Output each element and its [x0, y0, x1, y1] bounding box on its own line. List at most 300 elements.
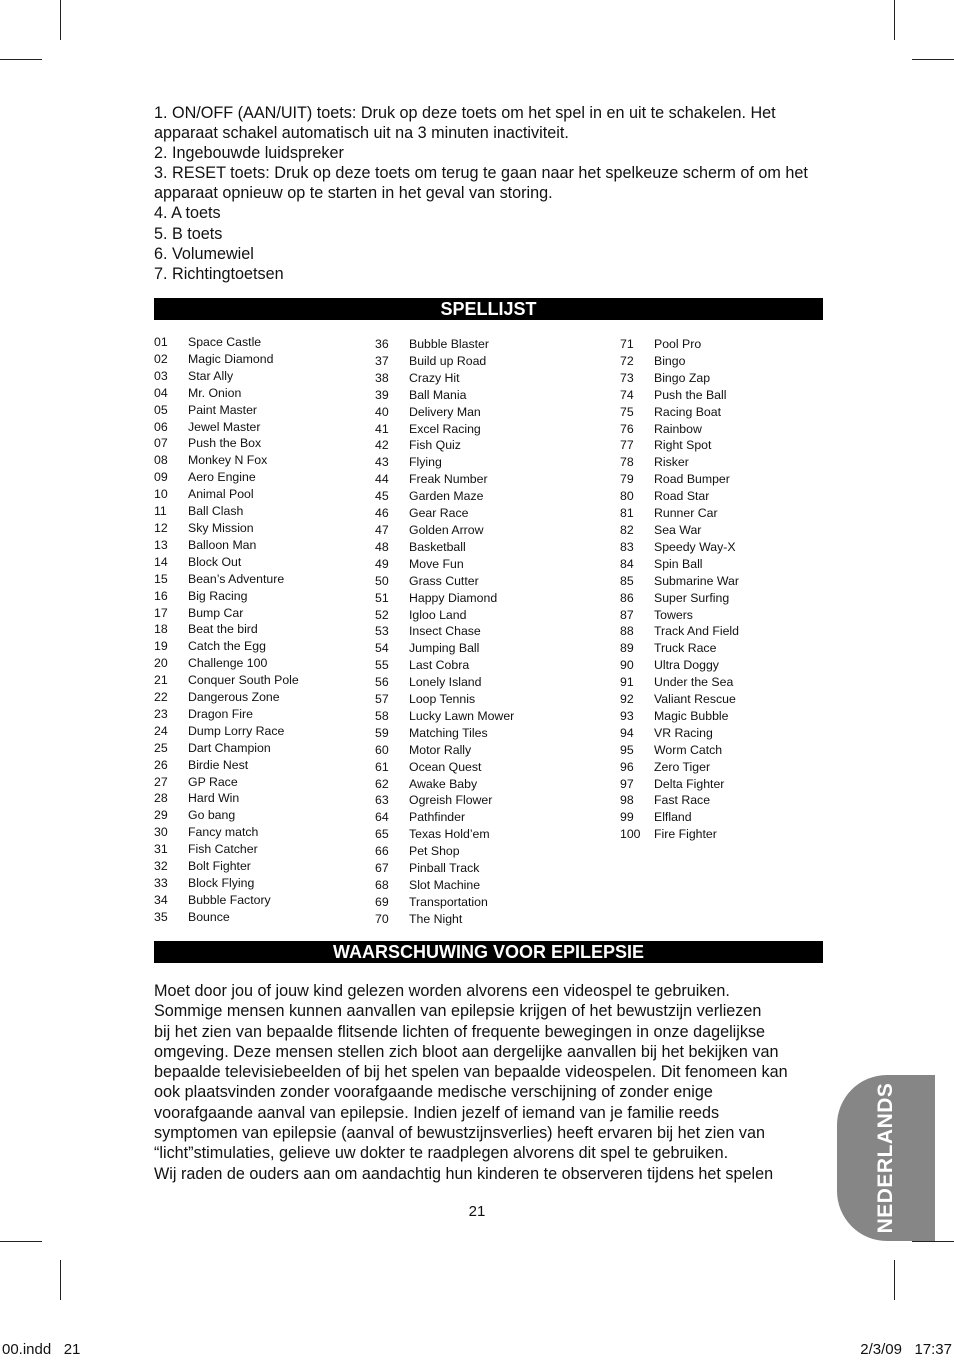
game-list-item	[620, 674, 840, 691]
game-title: Motor Rally	[409, 742, 472, 757]
crop-mark	[912, 59, 954, 60]
game-list-item	[154, 875, 374, 892]
game-list-item	[154, 588, 374, 605]
footer-file-name: 00.indd 21	[2, 1341, 81, 1358]
game-title: Move Fun	[409, 556, 464, 571]
game-title: Track And Field	[654, 624, 739, 639]
game-title: Challenge 100	[188, 656, 268, 671]
game-title: Super Surfing	[654, 590, 730, 605]
game-number: 66	[375, 844, 389, 859]
game-number: 33	[154, 876, 168, 890]
game-list-item	[375, 573, 595, 590]
game-number: 13	[154, 537, 168, 552]
game-title: Dragon Fire	[188, 706, 253, 721]
game-title: Rainbow	[654, 421, 702, 436]
game-title: Flying	[409, 455, 442, 470]
game-title: Racing Boat	[654, 404, 721, 419]
game-title: Truck Race	[654, 641, 717, 656]
game-title: Delivery Man	[409, 404, 481, 419]
game-title: Risker	[654, 455, 689, 470]
game-title: Under the Sea	[654, 675, 734, 690]
game-list-item	[375, 522, 595, 539]
game-list-item	[154, 368, 374, 385]
game-title: Dump Lorry Race	[188, 723, 285, 738]
game-title: Worm Catch	[654, 742, 723, 757]
game-number: 20	[154, 656, 168, 671]
game-title: Conquer South Pole	[188, 673, 299, 688]
game-number: 67	[375, 861, 389, 876]
game-list-item	[375, 353, 595, 370]
game-number: 68	[375, 878, 389, 892]
game-number: 45	[375, 489, 389, 504]
game-list-item	[375, 370, 595, 387]
game-title: Ocean Quest	[409, 759, 482, 774]
game-list-item	[154, 605, 374, 622]
game-title: Mr. Onion	[188, 385, 242, 400]
game-list-item	[620, 776, 840, 793]
game-title: Bolt Fighter	[188, 859, 251, 874]
game-number: 79	[620, 472, 634, 487]
game-title: Fish Quiz	[409, 438, 461, 453]
game-list-item	[154, 824, 374, 841]
epilepsy-warning-text: Moet door jou of jouw kind gelezen worden alvorens een videospel te gebruiken. Sommige mensen kunnen aanvallen van epilepsie krijgen of het bewustzijn verliezen bij het zien van bepaalde flitsende lichten of frequente bewegingen in onze dagelijkse omgeving. Deze mensen stellen zich bloot aan dergelijke aanvallen bij het bekijken van bepaalde televisiebeelden of bij het spelen van bepaalde videospelen. Dit fenomeen kan ook plaatsvinden zonder voorafgaande medische verschijning of zonder enige voorafgaande aanval van epilepsie. Indien jezelf of iemand van je familie reeds symptomen van epilepsie (aanval of bewustzijnsverlies) heeft ervaren bij het zien van “licht”stimulaties, gelieve uw dokter te raadplegen alvorens dit spel te gebruiken. Wij raden de ouders aan om aandachtig hun kinderen te observeren tijdens het spelen	[154, 982, 788, 1183]
game-number: 36	[375, 337, 389, 351]
game-title: Fire Fighter	[654, 827, 717, 842]
game-number: 43	[375, 455, 389, 470]
game-number: 05	[154, 402, 168, 417]
game-list-item	[620, 454, 840, 471]
game-list-item	[375, 657, 595, 674]
game-title: Grass Cutter	[409, 573, 479, 588]
game-number: 49	[375, 556, 389, 571]
game-list-item	[154, 571, 374, 588]
game-title: Jumping Ball	[409, 641, 480, 656]
game-number: 69	[375, 894, 389, 909]
game-title: Block Out	[188, 554, 242, 569]
game-list-item	[620, 404, 840, 421]
button-description-list	[154, 103, 824, 284]
game-number: 55	[375, 658, 389, 673]
game-number: 78	[620, 455, 634, 470]
game-number: 91	[620, 675, 634, 690]
game-title: Garden Maze	[409, 489, 484, 504]
game-list-item	[375, 539, 595, 556]
crop-mark	[912, 1241, 954, 1242]
intro-item: 6. Volumewiel	[154, 244, 254, 263]
game-number: 28	[154, 791, 168, 806]
crop-mark	[0, 1241, 42, 1242]
game-number: 75	[620, 404, 634, 419]
game-list-item	[375, 809, 595, 826]
game-number: 59	[375, 725, 389, 740]
game-title: Build up Road	[409, 353, 487, 368]
crop-mark	[894, 1260, 895, 1300]
game-number: 19	[154, 639, 168, 654]
game-title: Road Star	[654, 489, 710, 504]
game-title: Ogreish Flower	[409, 793, 493, 808]
game-title: Animal Pool	[188, 487, 254, 502]
game-title: Push the Ball	[654, 387, 727, 402]
game-title: Beat the bird	[188, 622, 258, 637]
game-number: 30	[154, 825, 168, 840]
game-list-item	[620, 336, 840, 353]
game-number: 52	[375, 607, 389, 622]
game-title: Bubble Blaster	[409, 337, 489, 351]
game-number: 14	[154, 554, 168, 569]
game-list-item	[154, 807, 374, 824]
game-list-column	[375, 336, 595, 928]
game-title: Lonely Island	[409, 675, 482, 690]
game-number: 50	[375, 573, 389, 588]
game-list-item	[154, 334, 374, 351]
game-title: Texas Hold’em	[409, 827, 490, 842]
game-list-item	[620, 691, 840, 708]
game-number: 21	[154, 673, 168, 688]
game-title: Loop Tennis	[409, 692, 476, 707]
game-list-item	[620, 522, 840, 539]
game-title: GP Race	[188, 774, 238, 789]
game-number: 27	[154, 774, 168, 789]
game-list-item	[375, 911, 595, 928]
game-number: 16	[154, 588, 168, 603]
game-number: 10	[154, 487, 168, 502]
game-number: 95	[620, 742, 634, 757]
game-number: 37	[375, 353, 389, 368]
game-number: 98	[620, 793, 634, 808]
game-list-item	[154, 402, 374, 419]
game-list-item	[375, 421, 595, 438]
game-number: 44	[375, 472, 389, 487]
game-number: 60	[375, 742, 389, 757]
game-title: Golden Arrow	[409, 522, 484, 537]
game-number: 73	[620, 370, 634, 385]
game-number: 87	[620, 607, 634, 622]
game-list-item	[620, 640, 840, 657]
game-list-item	[375, 894, 595, 911]
game-list-item	[154, 621, 374, 638]
game-list-item	[620, 759, 840, 776]
game-list-item	[375, 607, 595, 624]
game-number: 41	[375, 421, 389, 436]
game-list-item	[154, 419, 374, 436]
intro-item: 5. B toets	[154, 224, 223, 243]
game-number: 08	[154, 453, 168, 468]
game-list-item	[375, 742, 595, 759]
epilepsy-warning-heading: WAARSCHUWING VOOR EPILEPSIE	[154, 941, 823, 963]
crop-mark	[60, 1260, 61, 1300]
game-title: Fast Race	[654, 793, 711, 808]
game-list-item	[620, 556, 840, 573]
game-title: Excel Racing	[409, 421, 481, 436]
game-list-item	[620, 471, 840, 488]
game-list-item	[620, 725, 840, 742]
game-number: 93	[620, 708, 634, 723]
game-list-item	[154, 655, 374, 672]
game-number: 96	[620, 759, 634, 774]
game-number: 02	[154, 351, 168, 366]
game-list-item	[620, 623, 840, 640]
game-number: 71	[620, 337, 634, 351]
game-number: 86	[620, 590, 634, 605]
game-list-item	[375, 590, 595, 607]
game-list-item	[620, 826, 840, 843]
game-list-item	[154, 841, 374, 858]
crop-mark	[60, 0, 61, 40]
game-title: Birdie Nest	[188, 757, 249, 772]
game-title: Jewel Master	[188, 419, 261, 434]
game-list-item	[620, 607, 840, 624]
game-list-item	[154, 790, 374, 807]
game-number: 53	[375, 624, 389, 639]
game-title: Bump Car	[188, 605, 244, 620]
game-title: Delta Fighter	[654, 776, 725, 791]
game-list-item	[154, 909, 374, 926]
game-list-item	[620, 353, 840, 370]
game-title: Space Castle	[188, 335, 262, 349]
game-list-item	[620, 708, 840, 725]
game-number: 72	[620, 353, 634, 368]
game-title: Speedy Way-X	[654, 539, 736, 554]
game-list-item	[620, 437, 840, 454]
game-list-heading: SPELLIJST	[154, 298, 823, 320]
game-number: 47	[375, 522, 389, 537]
game-list-item	[375, 623, 595, 640]
page-number: 21	[468, 1203, 486, 1220]
game-number: 25	[154, 740, 168, 755]
game-title: Paint Master	[188, 402, 258, 417]
game-title: Pool Pro	[654, 337, 702, 351]
game-title: Elfland	[654, 810, 692, 825]
game-number: 84	[620, 556, 634, 571]
game-number: 34	[154, 892, 168, 907]
intro-item: 2. Ingebouwde luidspreker	[154, 144, 344, 163]
game-title: Lucky Lawn Mower	[409, 708, 515, 723]
language-tab-label: NEDERLANDS	[874, 1082, 897, 1234]
game-title: Big Racing	[188, 588, 248, 603]
game-title: Magic Diamond	[188, 351, 274, 366]
game-list-item	[154, 503, 374, 520]
game-list-item	[620, 421, 840, 438]
game-list-item	[375, 454, 595, 471]
game-number: 58	[375, 708, 389, 723]
game-list-item	[154, 774, 374, 791]
game-title: Block Flying	[188, 876, 255, 890]
game-title: Crazy Hit	[409, 370, 460, 385]
game-title: Happy Diamond	[409, 590, 498, 605]
game-list-item	[154, 385, 374, 402]
game-title: Sky Mission	[188, 520, 254, 535]
game-list-item	[154, 706, 374, 723]
game-number: 76	[620, 421, 634, 436]
game-title: Ultra Doggy	[654, 658, 719, 673]
game-title: Towers	[654, 607, 693, 622]
game-number: 94	[620, 725, 634, 740]
game-title: Star Ally	[188, 368, 234, 383]
game-list-item	[620, 387, 840, 404]
game-number: 39	[375, 387, 389, 402]
game-list-item	[375, 640, 595, 657]
game-list-item	[620, 742, 840, 759]
game-list-item	[375, 505, 595, 522]
game-list-item	[375, 674, 595, 691]
game-list-item	[620, 590, 840, 607]
game-list-item	[154, 469, 374, 486]
game-title: Catch the Egg	[188, 639, 266, 654]
game-list-item	[375, 556, 595, 573]
game-title: Fancy match	[188, 825, 259, 840]
game-number: 90	[620, 658, 634, 673]
intro-item: 3. RESET toets: Druk op deze toets om terug te gaan naar het spelkeuze scherm of om het apparaat opnieuw op te starten in het geval van storing.	[154, 164, 808, 203]
intro-item: 7. Richtingtoetsen	[154, 264, 284, 283]
game-number: 24	[154, 723, 168, 738]
game-number: 42	[375, 438, 389, 453]
game-number: 23	[154, 706, 168, 721]
game-number: 26	[154, 757, 168, 772]
game-list-item	[154, 486, 374, 503]
game-number: 99	[620, 810, 634, 825]
game-list-item	[154, 351, 374, 368]
game-number: 54	[375, 641, 389, 656]
game-title: Aero Engine	[188, 470, 256, 485]
game-title: Dangerous Zone	[188, 690, 280, 705]
game-number: 62	[375, 776, 389, 791]
game-number: 80	[620, 489, 634, 504]
game-list-item	[154, 689, 374, 706]
game-list-item	[620, 809, 840, 826]
game-title: Submarine War	[654, 573, 739, 588]
game-number: 22	[154, 690, 168, 705]
game-title: Sea War	[654, 522, 702, 537]
game-list-item	[375, 404, 595, 421]
game-number: 40	[375, 404, 389, 419]
game-list-item	[375, 488, 595, 505]
crop-mark	[0, 59, 42, 60]
game-number: 85	[620, 573, 634, 588]
game-list-item	[620, 573, 840, 590]
footer-date: 2/3/09 17:37	[860, 1341, 952, 1358]
game-list-item	[620, 505, 840, 522]
game-list-item	[375, 471, 595, 488]
game-title: Bubble Factory	[188, 892, 271, 907]
game-title: Ball Mania	[409, 387, 467, 402]
game-number: 74	[620, 387, 634, 402]
game-list-item	[620, 370, 840, 387]
game-number: 46	[375, 506, 389, 521]
game-title: Fish Catcher	[188, 842, 258, 857]
game-title: Freak Number	[409, 472, 488, 487]
game-title: Bean’s Adventure	[188, 571, 285, 586]
game-number: 31	[154, 842, 168, 857]
game-list-item	[620, 539, 840, 556]
crop-mark	[894, 0, 895, 40]
game-title: Gear Race	[409, 506, 469, 521]
game-number: 70	[375, 911, 389, 926]
game-title: Valiant Rescue	[654, 692, 736, 707]
game-number: 77	[620, 438, 634, 453]
game-list-item	[620, 488, 840, 505]
game-list-item	[375, 725, 595, 742]
game-list-item	[154, 537, 374, 554]
game-title: Push the Box	[188, 436, 262, 451]
game-title: Last Cobra	[409, 658, 470, 673]
game-number: 81	[620, 506, 634, 521]
game-number: 15	[154, 571, 168, 586]
game-list-item	[375, 691, 595, 708]
game-title: Pathfinder	[409, 810, 466, 825]
intro-item: 1. ON/OFF (AAN/UIT) toets: Druk op deze toets om het spel in en uit te schakelen. Het apparaat schakel automatisch uit na 3 minuten inactiviteit.	[154, 104, 776, 143]
game-title: Pinball Track	[409, 861, 480, 876]
game-list-item	[154, 520, 374, 537]
game-title: Spin Ball	[654, 556, 703, 571]
game-list-item	[375, 843, 595, 860]
game-list-item	[154, 858, 374, 875]
game-list-item	[375, 860, 595, 877]
game-list-item	[154, 638, 374, 655]
game-title: Awake Baby	[409, 776, 478, 791]
game-number: 51	[375, 590, 389, 605]
game-title: Insect Chase	[409, 624, 481, 639]
game-list-item	[620, 792, 840, 809]
game-list-item	[375, 776, 595, 793]
game-list-column	[620, 336, 840, 843]
game-title: Zero Tiger	[654, 759, 711, 774]
game-list-item	[154, 723, 374, 740]
game-number: 04	[154, 385, 168, 400]
game-title: Dart Champion	[188, 740, 271, 755]
game-list-item	[375, 759, 595, 776]
game-number: 83	[620, 539, 634, 554]
game-number: 56	[375, 675, 389, 690]
game-number: 89	[620, 641, 634, 656]
game-title: Matching Tiles	[409, 725, 488, 740]
game-number: 18	[154, 622, 168, 637]
game-number: 63	[375, 793, 389, 808]
game-list-item	[154, 435, 374, 452]
game-list-item	[154, 554, 374, 571]
game-list-item	[154, 672, 374, 689]
game-number: 64	[375, 810, 389, 825]
game-list-item	[154, 892, 374, 909]
game-title: Bingo Zap	[654, 370, 711, 385]
game-title: Igloo Land	[409, 607, 467, 622]
game-title: Transportation	[409, 894, 488, 909]
game-title: Balloon Man	[188, 537, 257, 552]
game-number: 100	[620, 827, 641, 842]
language-tab	[837, 1075, 935, 1241]
game-title: Slot Machine	[409, 878, 481, 892]
game-number: 57	[375, 692, 389, 707]
game-number: 11	[154, 504, 167, 519]
game-title: The Night	[409, 911, 463, 926]
game-number: 29	[154, 808, 168, 823]
game-number: 97	[620, 776, 634, 791]
game-title: Monkey N Fox	[188, 453, 268, 468]
game-list-item	[154, 757, 374, 774]
game-list-item	[375, 792, 595, 809]
game-list-item	[154, 452, 374, 469]
game-number: 01	[154, 335, 168, 349]
game-title: VR Racing	[654, 725, 713, 740]
game-title: Go bang	[188, 808, 236, 823]
game-list-item	[620, 657, 840, 674]
game-title: Right Spot	[654, 438, 712, 453]
game-list-item	[375, 387, 595, 404]
game-number: 38	[375, 370, 389, 385]
game-number: 35	[154, 909, 168, 924]
intro-item: 4. A toets	[154, 204, 221, 223]
game-list-item	[375, 826, 595, 843]
game-title: Runner Car	[654, 506, 718, 521]
